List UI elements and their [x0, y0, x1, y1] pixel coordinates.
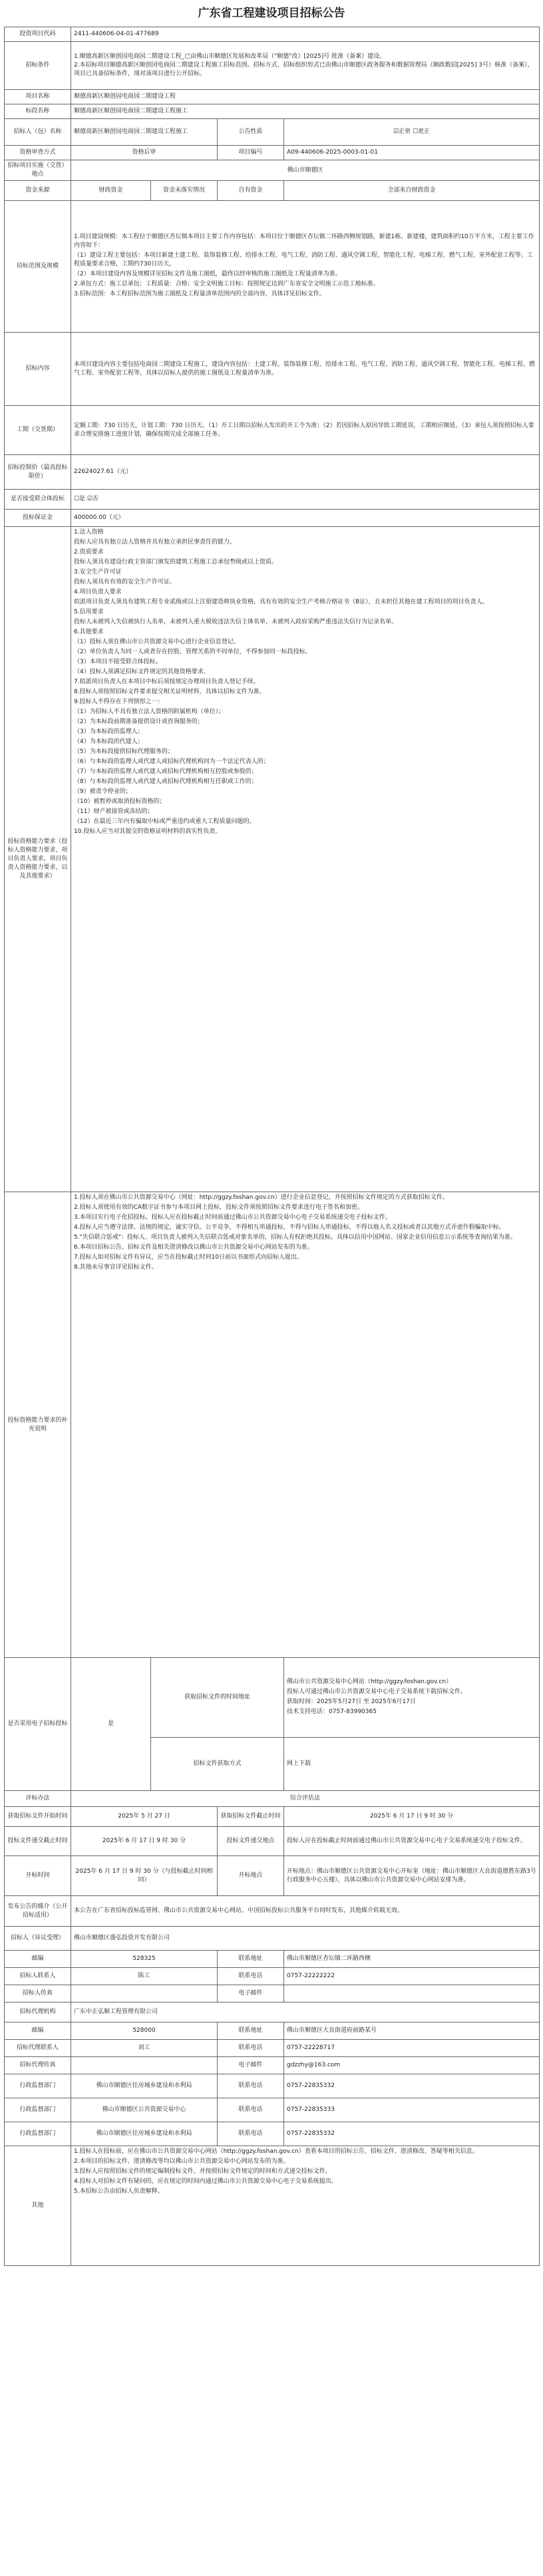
qualification-para: （12）在最近三年内有骗取中标或严重违约或重大工程质量问题的。 — [74, 818, 256, 825]
publish-media-value: 本公告在广东省招标投标监管网、佛山市公共资源交易中心网站、中国招标投标公共服务平台同时发布，其他媒介转载无效。 — [71, 1896, 540, 1927]
duration-text: 定额工期：730 日历天，计划工期：730 日历天。（1）开工日期以招标人发出的开工令为准；（2）若因招标人原因导致工期延误，工期相应顺延。（3）承包人须按照招标人要求合理安排施工进度计划，确保按期完成全部施工任务。 — [71, 406, 540, 455]
download-method-label: 招标文件获取方式 — [151, 1738, 284, 1791]
row-tenderee — [5, 119, 540, 146]
row-bid-conditions — [5, 42, 540, 90]
row-agency-contact — [5, 2040, 540, 2057]
scope-para: 1.项目建设规模：本工程位于顺德区杏坛镇本项目主要工作内容包括：本项目位于顺德区杏坛镇二环路西侧规划路，新建1栋、新建楼，建筑面积约10万平方米，工程主要工作内容如下： — [74, 234, 534, 249]
electronic-bid-value: 是 — [71, 1658, 151, 1791]
row-time-open — [5, 1856, 540, 1896]
qualification-para: 8.投标人须按照招标文件要求提交相关证明材料，具体以招标文件为准。 — [74, 689, 266, 695]
tenderer-zip-label: 邮编 — [5, 1951, 71, 1968]
qualification-para: 10.投标人应当对其提交的资格证明材料的真实性负责。 — [74, 828, 222, 835]
row-prequal — [5, 146, 540, 160]
qualification-para: 拟派项目负责人须具有建筑工程专业贰级或以上注册建造师执业资格，具有有效的安全生产考核合格证书（B证），且未担任其他在建工程项目的项目负责人。 — [74, 599, 488, 605]
location-label: 招标项目实施（交货）地点 — [5, 160, 71, 181]
notes-para: 4.投标人应当遵守法律、法规的规定，诚实守信，公平竞争，不得相互串通投标，不得与招标人串通投标，不得以他人名义投标或者以其他方式弄虚作假骗取中标。 — [74, 1224, 505, 1231]
deadline-value: 2025年 6 月 17 日 9 时 30 分 — [71, 1827, 218, 1856]
agency-value: 广东中正弘顺工程管理有限公司 — [71, 2003, 540, 2022]
qualification-para: 6.其他要求 — [74, 629, 104, 635]
project-id-label: 项目编号 — [218, 146, 284, 160]
row-scope — [5, 201, 540, 333]
remark-para: 2.本项目的招标文件、澄清修改等均以佛山市公共资源交易中心网站发布的为准。 — [74, 2158, 289, 2165]
bid-conditions-text: 1.顺德高新区顺创园电商园二期建设工程_已由佛山市顺德区发展和改革局（"顺德"改）[2025]号 批准（备案）建设。 2.本招标项目顺德高新区顺创园电商园二期建设工程施工招标范围。招标方式、招标组织形式已由佛山市顺德区政务服务和数据管理局（顺政数招[2025] 3号）核准（备案），项目已具备招标条件，现对该项目进行公开招标。 — [71, 42, 540, 90]
tenderee-value: 顺德高新区顺创园电商园二期建设工程施工 — [71, 119, 218, 146]
scope-para: （1）建设工程主要包括：本项目新建土建工程、装饰装修工程、给排水工程、电气工程、消防工程、通风空调工程、智能化工程、电梯工程、燃气工程、室外配套工程等。工程质量要求合格，工期约730日历天。 — [74, 252, 533, 267]
row-project-name — [5, 90, 540, 104]
tenderer-fax-label: 招标人传真 — [5, 1985, 71, 2003]
agency-addr-label: 联系地址 — [218, 2022, 284, 2040]
row-tenderer-fax — [5, 1985, 540, 2003]
duration-label: 工期（交货期） — [5, 406, 71, 455]
scope-label: 招标范围及规模 — [5, 201, 71, 333]
qualification-para: 3.安全生产许可证 — [74, 569, 122, 575]
notes-para: 8.其他未尽事宜详见招标文件。 — [74, 1264, 158, 1271]
supervisor2-phone-value: 0757-22835333 — [284, 2098, 540, 2122]
row-review — [5, 1791, 540, 1807]
qualification-para: 2.资质要求 — [74, 549, 104, 556]
tenderer-contact-value: 陈工 — [71, 1968, 218, 1985]
row-remark — [5, 2146, 540, 2266]
tenderer-zip-value: 528325 — [71, 1951, 218, 1968]
funding-label: 资金来源 — [5, 181, 71, 201]
tenderer-email-value — [284, 1985, 540, 2003]
project-name-value: 顺德高新区顺创园电商园二期建设工程 — [71, 90, 540, 104]
funding-mid: 资金未落实情况 — [151, 181, 218, 201]
deadline-end: 投标人应在投标截止时间前通过佛山市公共资源交易中心电子交易系统递交电子投标文件。 — [284, 1827, 540, 1856]
agency-phone-label: 联系电话 — [218, 2040, 284, 2057]
project-name-label: 项目名称 — [5, 90, 71, 104]
row-supervisor-2 — [5, 2098, 540, 2122]
supervisor3-phone-label: 联系电话 — [218, 2122, 284, 2146]
agency-zip-value: 528000 — [71, 2022, 218, 2040]
bulletin-nature-value: ☑正常 ☐更正 — [284, 119, 540, 146]
open-value: 2025年 6 月 17 日 9 时 30 分（与投标截止时间相同） — [71, 1856, 218, 1896]
other-notes-body — [71, 1192, 540, 1658]
row-agency — [5, 2003, 540, 2022]
qualification-para: 5.信用要求 — [74, 609, 104, 615]
row-location — [5, 160, 540, 181]
row-funding — [5, 181, 540, 201]
remark-body — [71, 2146, 540, 2266]
notes-para: 1.投标人须在佛山市公共资源交易中心（网址：http://ggzy.foshan.gov.cn）进行企业信息登记，并按照招标文件规定的方式获取招标文件。 — [74, 1194, 449, 1201]
bid-security-label: 投标保证金 — [5, 510, 71, 527]
notes-para: 3.本项目实行电子化招投标，投标人应在投标截止时间前通过佛山市公共资源交易中心电子交易系统递交电子投标文件。 — [74, 1214, 391, 1221]
location-value: 佛山市顺德区 — [71, 160, 540, 181]
agency-email-value[interactable]: gdzzhy@163.com — [284, 2057, 540, 2074]
tenderer-addr-value: 佛山市顺德区杏坛镇二环路西侧 — [284, 1951, 540, 1968]
review-value: 综合评估法 — [71, 1791, 540, 1807]
qualification-para: 投标人未被列入失信被执行人名单，未被列入重大税收违法失信主体名单，未被列入政府采购严重违法失信行为记录名单。 — [74, 619, 398, 625]
qualification-para: （4）投标人须满足招标文件规定的其他资格要求。 — [74, 669, 210, 675]
agency-fax-value — [71, 2057, 218, 2074]
contents-label: 招标内容 — [5, 333, 71, 406]
qualification-para: （3）为本标段的监理人； — [74, 728, 144, 735]
row-tenderer-contact — [5, 1968, 540, 1985]
remark-label: 其他 — [5, 2146, 71, 2266]
open-end: 开标地点：佛山市顺德区公共资源交易中心开标室（地址：佛山市顺德区大良街道德胜东路3号行政服务中心五楼），具体以佛山市公共资源交易中心网站安排为准。 — [284, 1856, 540, 1896]
row-supervisor — [5, 2074, 540, 2098]
row-supervisor-3 — [5, 2122, 540, 2146]
agency-zip-label: 邮编 — [5, 2022, 71, 2040]
qualification-para: （2）为本标段前期准备提供设计或咨询服务的； — [74, 719, 204, 725]
row-section-name — [5, 104, 540, 119]
tenderer-phone-label: 联系电话 — [218, 1968, 284, 1985]
time-get-label: 获取招标文件开始时间 — [5, 1807, 71, 1827]
supervisor3-phone-value: 0757-22835332 — [284, 2122, 540, 2146]
deadline-label: 投标文件递交截止时间 — [5, 1827, 71, 1856]
download-time-label: 获取招标文件的时间地址 — [151, 1658, 284, 1738]
download-para: 投标人可通过佛山市公共资源交易中心电子交易系统下载招标文件。 — [287, 1688, 467, 1695]
review-label: 评标办法 — [5, 1791, 71, 1807]
bid-security-value: 400000.00（元） — [71, 510, 540, 527]
supervisor-value: 佛山市顺德区住房城乡建设和水利局 — [71, 2074, 218, 2098]
scope-para: 2.承包方式：施工总承包；工程质量：合格；安全文明施工目标：按照规定达到广东省安全文明施工示范工地标准。 — [74, 281, 379, 287]
remark-para: 3.投标人应按照招标文件的规定编制投标文件，并按照招标文件规定的时间和方式递交投标文件。 — [74, 2168, 331, 2175]
row-duration — [5, 406, 540, 455]
qualifications-body — [71, 527, 540, 1192]
tenderer-email-label: 电子邮件 — [218, 1985, 284, 2003]
qualification-para: 投标人须具有建设行政主管部门颁发的建筑工程施工总承包叁级或以上资质。 — [74, 559, 278, 565]
qualifications-label: 投标资格能力要求（投标人资格能力要求，项目负责人要求，项目负责人资格能力要求，以及其他要求） — [5, 527, 71, 1192]
qualification-para: （1）为招标人不具有独立法人资格的附属机构（单位）； — [74, 709, 225, 715]
funding-source: 财政资金 — [71, 181, 151, 201]
row-download-1 — [5, 1658, 540, 1738]
combined-bid-value: ☐是 ☑否 — [71, 490, 540, 510]
remark-para: 5.本招标公告由招标人负责解释。 — [74, 2188, 164, 2195]
publish-media-label: 发布公告的媒介（公开招标适用） — [5, 1896, 71, 1927]
qualification-para: （11）财产被接管或冻结的； — [74, 808, 154, 815]
qualification-para: 7.拟派项目负责人在本项目中标后须按规定办理项目负责人登记手续。 — [74, 679, 260, 685]
remark-para: 1.投标人在投标前，应在佛山市公共资源交易中心网站（http://ggzy.foshan.gov.cn）查看本项目的招标公告、招标文件、澄清修改、答疑等相关信息。 — [74, 2148, 478, 2155]
qualification-para: 4.项目负责人要求 — [74, 589, 122, 595]
control-price-label: 招标控制价（最高投标限价） — [5, 455, 71, 490]
deadline-mid: 投标文件递交地点 — [218, 1827, 284, 1856]
other-notes-label: 投标资格能力要求的补充说明 — [5, 1192, 71, 1658]
row-time-deadline — [5, 1827, 540, 1856]
tenderer-label: 招标人（异议受理） — [5, 1927, 71, 1951]
row-time-get — [5, 1807, 540, 1827]
row-publish-media — [5, 1896, 540, 1927]
notes-para: 6.本项目招标公告、招标文件及相关澄清修改以佛山市公共资源交易中心网站发布的为准。 — [74, 1244, 313, 1251]
row-agency-fax — [5, 2057, 540, 2074]
agency-fax-label: 招标代理传真 — [5, 2057, 71, 2074]
electronic-bid-label: 是否采用电子招标投标 — [5, 1658, 71, 1791]
qualification-para: （4）为本标段的代建人； — [74, 738, 144, 745]
row-control-price — [5, 455, 540, 490]
agency-contact-label: 招标代理联系人 — [5, 2040, 71, 2057]
control-price-value: 22624027.61（元） — [71, 455, 540, 490]
project-id-value: A09-440606-2025-0003-01-01 — [284, 146, 540, 160]
prequal-label: 资格审查方式 — [5, 146, 71, 160]
qualification-para: 1.法人资格 — [74, 529, 104, 536]
supervisor3-value: 佛山市顺德区住房城乡建设和水利局 — [71, 2122, 218, 2146]
supervisor-label: 行政监督部门 — [5, 2074, 71, 2098]
supervisor2-phone-label: 联系电话 — [218, 2098, 284, 2122]
page-title: 广东省工程建设项目招标公告 — [198, 7, 345, 20]
time-get-mid: 获取招标文件截止时间 — [218, 1807, 284, 1827]
qualification-para: （7）与本标段的监理人或代建人或招标代理机构相互控股或参股的； — [74, 768, 258, 775]
row-agency-addr — [5, 2022, 540, 2040]
supervisor2-label: 行政监督部门 — [5, 2098, 71, 2122]
download-para[interactable]: 佛山市公共资源交易中心网站（http://ggzy.foshan.gov.cn） — [287, 1678, 452, 1685]
project-code-label: 投资项目代码 — [5, 27, 71, 42]
open-label: 开标时间 — [5, 1856, 71, 1896]
supervisor3-label: 行政监督部门 — [5, 2122, 71, 2146]
tenderer-phone-value: 0757-22222222 — [284, 1968, 540, 1985]
supervisor-phone-value: 0757-22835332 — [284, 2074, 540, 2098]
funding-own: 自有资金 — [218, 181, 284, 201]
bid-conditions-label: 招标条件 — [5, 42, 71, 90]
row-bid-security — [5, 510, 540, 527]
notes-para: 2.投标人须使用有效的CA数字证书参与本项目网上投标，投标文件须按照招标文件要求进行电子签名和加密。 — [74, 1204, 364, 1211]
agency-phone-value: 0757-22228717 — [284, 2040, 540, 2057]
qualification-para: （10）被暂停或取消投标资格的； — [74, 798, 166, 805]
tenderer-fax-value — [71, 1985, 218, 2003]
qualification-para: 投标人应具有独立法人资格并具有独立承担民事责任的能力。 — [74, 539, 236, 546]
tenderee-label: 招标人（包）名称 — [5, 119, 71, 146]
funding-all: 全部来自财政资金 — [284, 181, 540, 201]
notes-para: 7.投标人如对招标文件有异议，应当在投标截止时间10日前以书面形式向招标人提出。 — [74, 1254, 303, 1261]
contents-text: 本项目建设内容主要包括电商园二期建设工程施工，建设内容包括：土建工程、装饰装修工程、给排水工程、电气工程、消防工程、通风空调工程、智能化工程、电梯工程、燃气工程、室外配套工程等，具体以招标人提供的施工图纸及工程量清单为准。 — [71, 333, 540, 406]
row-qualifications — [5, 527, 540, 1192]
section-name-label: 标段名称 — [5, 104, 71, 119]
remark-para: 4.投标人对招标文件有疑问的，应在规定的时间内通过佛山市公共资源交易中心电子交易系统提出。 — [74, 2178, 337, 2185]
notice-table — [4, 27, 540, 2266]
qualification-para: 投标人须具有有效的安全生产许可证。 — [74, 579, 176, 585]
row-tenderer-addr — [5, 1951, 540, 1968]
scope-body — [71, 201, 540, 333]
qualification-para: （5）为本标段提供招标代理服务的； — [74, 748, 174, 755]
time-get-end: 2025年 6 月 17 日 9 时 30 分 — [284, 1807, 540, 1827]
section-name-value: 顺德高新区顺创园电商园二期建设工程施工 — [71, 104, 540, 119]
agency-label: 招标代理机构 — [5, 2003, 71, 2022]
agency-addr-value: 佛山市顺德区大良街道府前路某号 — [284, 2022, 540, 2040]
row-project-code — [5, 27, 540, 42]
supervisor-phone-label: 联系电话 — [218, 2074, 284, 2098]
notes-para: 5."失信联合惩戒"：投标人、项目负责人被列入失信联合惩戒对象名单的，招标人有权拒绝其投标。具体以信用中国网站、国家企业信用信息公示系统等查询结果为准。 — [74, 1234, 516, 1241]
download-time-body — [284, 1658, 540, 1738]
qualification-para: （8）与本标段的监理人或代建人或招标代理机构相互任职或工作的； — [74, 778, 258, 785]
prequal-value: 资格后审 — [71, 146, 218, 160]
combined-bid-label: 是否接受联合体投标 — [5, 490, 71, 510]
row-contents — [5, 333, 540, 406]
row-tenderer — [5, 1927, 540, 1951]
scope-para: 3.招标范围：本工程招标范围为施工图纸及工程量清单范围内的全部内容，具体详见招标文件。 — [74, 291, 325, 297]
supervisor2-value: 佛山市顺德区公共资源交易中心 — [71, 2098, 218, 2122]
tenderer-contact-label: 招标人联系人 — [5, 1968, 71, 1985]
row-other-notes — [5, 1192, 540, 1658]
download-para: 技术支持电话：0757-83990365 — [287, 1708, 377, 1715]
qualification-para: （3）本项目不接受联合体投标。 — [74, 659, 162, 665]
qualification-para: 9.投标人不得存在下列情形之一： — [74, 699, 164, 705]
download-para: 获取时间：2025年5月27日 至 2025年6月17日 — [287, 1698, 416, 1705]
agency-email-label: 电子邮件 — [218, 2057, 284, 2074]
qualification-para: （6）与本标段的监理人或代建人或招标代理机构同为一个法定代表人的； — [74, 758, 270, 765]
qualification-para: （1）投标人须在佛山市公共资源交易中心进行企业信息登记。 — [74, 639, 240, 645]
tenderer-value: 佛山市顺德区盛弘投资开发有限公司 — [71, 1927, 540, 1951]
download-method-value: 网上下载 — [284, 1738, 540, 1791]
open-mid: 开标地点 — [218, 1856, 284, 1896]
qualification-para: （9）被责令停业的； — [74, 788, 132, 795]
scope-para: （2）本项目建设内容及规模详见招标文件及施工图纸，最终以经审核的施工图纸及工程量清单为准。 — [74, 271, 341, 277]
agency-contact-value: 刘工 — [71, 2040, 218, 2057]
bulletin-nature-label: 公告性质 — [218, 119, 284, 146]
project-code-value: 2411-440606-04-01-477689 — [71, 27, 540, 42]
tenderer-addr-label: 联系地址 — [218, 1951, 284, 1968]
row-combined-bid — [5, 490, 540, 510]
time-get-value: 2025年 5 月 27 日 — [71, 1807, 218, 1827]
qualification-para: （2）单位负责人为同一人或者存在控股、管理关系的不同单位，不得参加同一标段投标。 — [74, 649, 311, 655]
